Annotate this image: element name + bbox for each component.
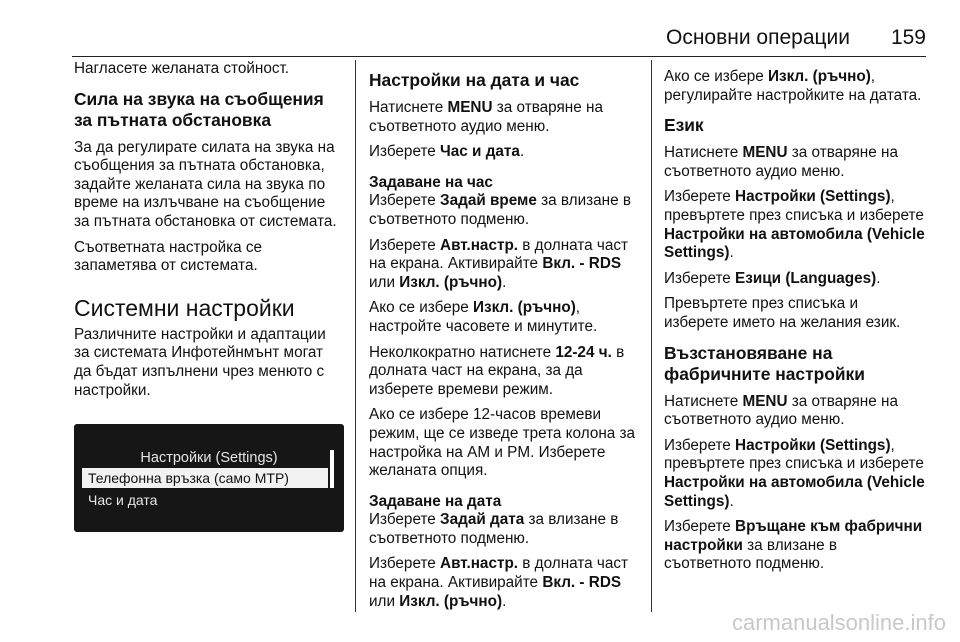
paragraph: Изберете Връщане към фабрични настройки за влизане в съответното подменю.: [664, 518, 923, 573]
paragraph: Изберете Задай време за влизане в съответното подменю.: [369, 192, 632, 228]
paragraph: Превъртете през списъка и изберете името на желания език.: [664, 295, 901, 331]
settings-screen-image: [74, 424, 344, 532]
paragraph: Натиснете MENU за отваряне на съответното аудио меню.: [664, 392, 898, 429]
subheading-set-date: Задаване на дата: [369, 492, 502, 510]
screen-list-item: Час и дата: [88, 492, 158, 508]
section-heading-factory-reset: Възстановяване на фабричните настройки: [664, 342, 865, 384]
paragraph: Ако се избере Изкл. (ръчно), настройте часовете и минутите.: [369, 299, 598, 335]
screen-scrollbar: [330, 450, 334, 488]
page-title: Основни операции: [665, 26, 850, 49]
column-divider-2: [651, 60, 652, 612]
paragraph: Ако се избере 12-часов времеви режим, ще се изведе трета колона за настройка на AM и PM. Изберете желаната опция.: [369, 406, 636, 480]
screen-title: Настройки (Settings): [140, 450, 278, 466]
paragraph: Ако се избере Изкл. (ръчно), регулирайте настройките на датата.: [664, 68, 922, 104]
column-1: [74, 60, 344, 407]
paragraph: Изберете Настройки (Settings), превъртете през списъка и изберете Настройки на автомобила (Vehicle Settings).: [664, 436, 925, 510]
page-number: 159: [890, 26, 926, 49]
section-heading-datetime: Настройки на дата и час: [369, 70, 580, 90]
paragraph: Натиснете MENU за отваряне на съответното аудио меню.: [369, 99, 603, 135]
paragraph: Изберете Час и дата.: [369, 143, 525, 161]
paragraph: Изберете Настройки (Settings), превъртете през списъка и изберете Настройки на автомобила (Vehicle Settings).: [664, 188, 925, 262]
section-heading-language: Език: [664, 115, 704, 136]
paragraph: Съответната настройка се запаметява от системата.: [74, 238, 263, 275]
column-divider-1: [355, 60, 356, 612]
header-divider: [72, 56, 926, 57]
section-heading-system-settings: Системни настройки: [74, 294, 295, 321]
paragraph: Изберете Задай дата за влизане в съответното подменю.: [369, 511, 619, 547]
subheading-set-time: Задаване на час: [369, 173, 493, 191]
column-3: [664, 60, 926, 581]
paragraph: За да регулирате силата на звука на съобщения за пътната обстановка, задайте желаната сила на звука по време на излъчване на съобщение за пътната обстановка от системата.: [74, 138, 337, 230]
paragraph: Нагласете желаната стойност.: [74, 60, 290, 77]
screen-selected-item: Телефонна връзка (само MTP): [82, 468, 328, 488]
watermark-url: carmanualsonline.info: [731, 610, 946, 635]
paragraph: Изберете Авт.настр. в долната част на екрана. Активирайте Вкл. - RDS или Изкл. (ръчно).: [369, 236, 629, 291]
section-heading-volume: Сила на звука на съобщения за пътната обстановка: [74, 88, 324, 130]
paragraph: Неколкократно натиснете 12-24 ч. в долната част на екрана, за да изберете времеви режим.: [369, 343, 625, 398]
paragraph: Изберете Езици (Languages).: [664, 269, 881, 287]
column-2: [369, 60, 637, 618]
page-header: [72, 20, 926, 54]
paragraph: Изберете Авт.настр. в долната част на екрана. Активирайте Вкл. - RDS или Изкл. (ръчно).: [369, 555, 629, 610]
paragraph: Различните настройки и адаптации за системата Инфотейнмънт могат да бъдат изпълнени чрез менюто с настройки.: [74, 325, 326, 399]
paragraph: Натиснете MENU за отваряне на съответното аудио меню.: [664, 144, 898, 180]
